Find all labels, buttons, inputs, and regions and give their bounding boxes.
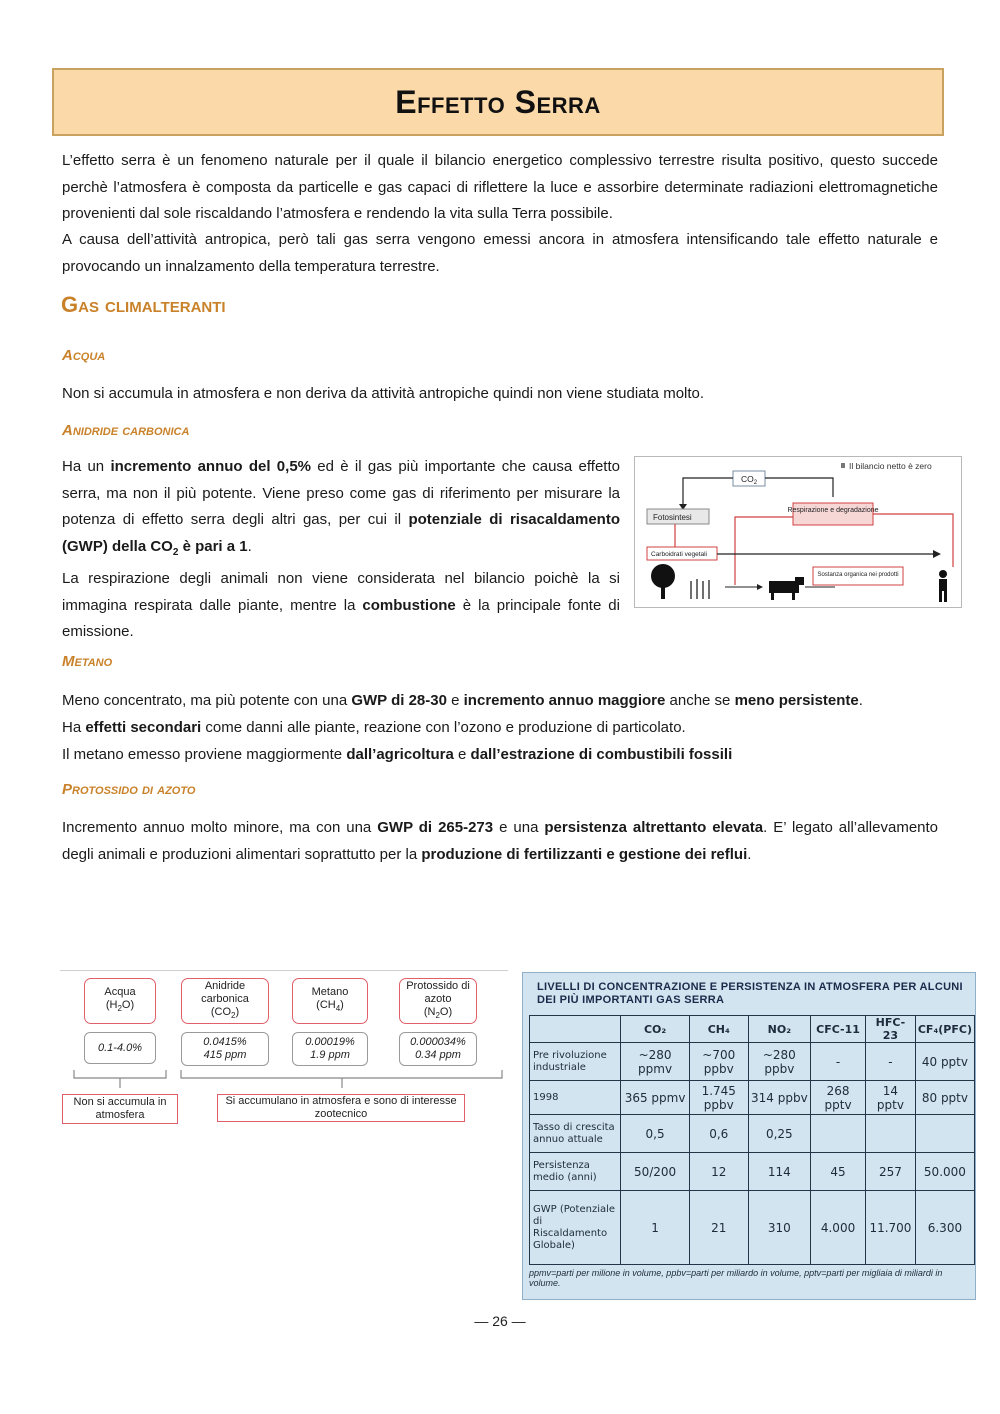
- table-row: [530, 1043, 975, 1081]
- table-cell: 11.700: [866, 1191, 916, 1265]
- heading-anidride-carbonica: Anidride carbonica: [62, 422, 190, 439]
- table-header-ch4: CH₄: [689, 1016, 748, 1043]
- gas-concentration-figure: [60, 970, 508, 1130]
- gas-box-co2: Anidride carbonica $(CO_2)$: [181, 978, 269, 1024]
- table-cell: 50/200: [621, 1153, 690, 1191]
- table-cell: 1: [621, 1191, 690, 1265]
- co2-paragraph: Ha un incremento annuo del 0,5% ed è il gas più importante che causa effetto serra, ma non il più potente. Viene preso come gas di riferimento per misurare la potenza di effetto serra degli altri gas, per cui il potenziale di risacaldamento (GWP) della $CO_2$ è pari a 1. La respirazione degli animali non viene considerata nel bilancio poichè la si immagina respirata dalle piante, mentre la combustione è la principale fonte di emissione.: [62, 458, 621, 640]
- table-cell: 14 pptv: [866, 1081, 916, 1115]
- table-cell: 50.000: [915, 1153, 974, 1191]
- gas-value-co2: 0.0415% 415 ppm: [181, 1032, 269, 1066]
- carbon-cycle-figure: [634, 456, 962, 608]
- table-header-hfc23: HFC-23: [866, 1016, 916, 1043]
- label-non-accumula: Non si accumula in atmosfera: [62, 1094, 178, 1124]
- table-cell: 12: [689, 1153, 748, 1191]
- cycle-legend: Il bilancio netto è zero: [849, 461, 932, 471]
- table-cell: 45: [811, 1153, 866, 1191]
- table-cell: ~280 ppmv: [621, 1043, 690, 1081]
- cycle-sostanza: Sostanza organica nei prodotti: [817, 572, 899, 578]
- table-row-label: Tasso di crescita annuo attuale: [530, 1115, 621, 1153]
- table-cell: 6.300: [915, 1191, 974, 1265]
- cycle-carboidrati: Carboidrati vegetali: [651, 551, 708, 558]
- table-cell: 0,5: [621, 1115, 690, 1153]
- table-cell: 314 ppbv: [748, 1081, 810, 1115]
- table-cell: [915, 1115, 974, 1153]
- table-cell: 0,25: [748, 1115, 810, 1153]
- table-cell: 268 pptv: [811, 1081, 866, 1115]
- table-header-cfc11: CFC-11: [811, 1016, 866, 1043]
- label-accumulano: Si accumulano in atmosfera e sono di interesse zootecnico: [217, 1094, 465, 1122]
- title-banner: [52, 68, 944, 136]
- page-number: — 26 —: [474, 1313, 526, 1329]
- intro-paragraph-2: A causa dell’attività antropica, però tali gas serra vengono emessi ancora in atmosfera intensificando tale effetto naturale e provocando un innalzamento della temperatura terrestre.: [62, 231, 938, 275]
- table-row: [530, 1191, 975, 1265]
- page-title: Effetto Serra: [395, 83, 601, 120]
- table-note: ppmv=parti per milione in volume, ppbv=parti per miliardo in volume, pptv=parti per migliaia di miliardi in volume.: [529, 1268, 943, 1288]
- table-row: [530, 1115, 975, 1153]
- table-cell: -: [811, 1043, 866, 1081]
- table-row: [530, 1081, 975, 1115]
- intro-paragraph-1: L’effetto serra è un fenomeno naturale per il quale il bilancio energetico complessivo terrestre risulta positivo, questo succede perchè l’atmosfera è composta da particelle e gas capaci di riflettere la luce e assorbire determinate radiazioni elettromagnetiche provenienti dal sole riscaldando l’atmosfera e rendendo la vita sulla Terra possibile.: [62, 152, 938, 222]
- table-row-label: 1998: [530, 1081, 621, 1115]
- table-cell: [811, 1115, 866, 1153]
- table-row: [530, 1153, 975, 1191]
- table-cell: ~280 ppbv: [748, 1043, 810, 1081]
- table-cell: 114: [748, 1153, 810, 1191]
- gas-value-metano: 0.00019% 1.9 ppm: [292, 1032, 368, 1066]
- acqua-text: Non si accumula in atmosfera e non deriva da attività antropiche quindi non viene studiata molto.: [62, 385, 705, 402]
- gas-box-metano: Metano $(CH_4)$: [292, 978, 368, 1024]
- table-cell: 80 pptv: [915, 1081, 974, 1115]
- table-cell: 21: [689, 1191, 748, 1265]
- heading-metano: Metano: [62, 653, 113, 670]
- section-title: Gas climalteranti: [61, 292, 226, 317]
- table-cell: ~700 ppbv: [689, 1043, 748, 1081]
- table-cell: 257: [866, 1153, 916, 1191]
- table-cell: 4.000: [811, 1191, 866, 1265]
- gas-value-acqua: 0.1-4.0%: [84, 1032, 156, 1064]
- gas-table-figure: [522, 972, 976, 1300]
- table-row-label: Pre rivoluzione industriale: [530, 1043, 621, 1081]
- table-header-empty: [530, 1016, 621, 1043]
- table-header-row: [530, 1016, 975, 1043]
- gas-table: [529, 1015, 975, 1265]
- table-header-cf4: CF₄(PFC): [915, 1016, 974, 1043]
- gas-box-acqua: Acqua $(H_2O)$: [84, 978, 156, 1024]
- cycle-co2-label: $CO_2$: [741, 474, 758, 486]
- cycle-respirazione: Respirazione e degradazione: [787, 507, 879, 514]
- table-cell: 0,6: [689, 1115, 748, 1153]
- metano-text: Meno concentrato, ma più potente con una GWP di 28-30 e incremento annuo maggiore anche se meno persistente. Ha effetti secondari come danni alle piante, reazione con l’ozono e produzione di particolato. Il metano emesso proviene maggiormente dall’agricoltura e dall’estrazione di combustibili fossili: [62, 692, 863, 763]
- table-cell: 310: [748, 1191, 810, 1265]
- gas-value-protossido: 0.000034% 0.34 ppm: [399, 1032, 477, 1066]
- heading-acqua: Acqua: [62, 347, 106, 364]
- table-row-label: GWP (Potenziale di Riscaldamento Globale): [530, 1191, 621, 1265]
- heading-protossido: Protossido di azoto: [62, 781, 196, 798]
- table-cell: 1.745 ppbv: [689, 1081, 748, 1115]
- gas-box-protossido: Protossido di azoto $(N_2O)$: [399, 978, 477, 1024]
- table-row-label: Persistenza medio (anni): [530, 1153, 621, 1191]
- cycle-fotosintesi: Fotosintesi: [653, 513, 692, 522]
- protossido-text: Incremento annuo molto minore, ma con una GWP di 265-273 e una persistenza altrettanto elevata. E’ legato all’allevamento degli animali e produzioni alimentari soprattutto per la produzione di fertilizzanti e gestione dei reflui.: [62, 819, 939, 863]
- table-cell: 365 ppmv: [621, 1081, 690, 1115]
- table-cell: -: [866, 1043, 916, 1081]
- table-cell: [866, 1115, 916, 1153]
- table-header-co2: CO₂: [621, 1016, 690, 1043]
- table-title: LIVELLI DI CONCENTRAZIONE E PERSISTENZA IN ATMOSFERA PER ALCUNI DEI PIÙ IMPORTANTI GAS SERRA: [537, 981, 963, 1006]
- table-cell: 40 pptv: [915, 1043, 974, 1081]
- table-header-no2: NO₂: [748, 1016, 810, 1043]
